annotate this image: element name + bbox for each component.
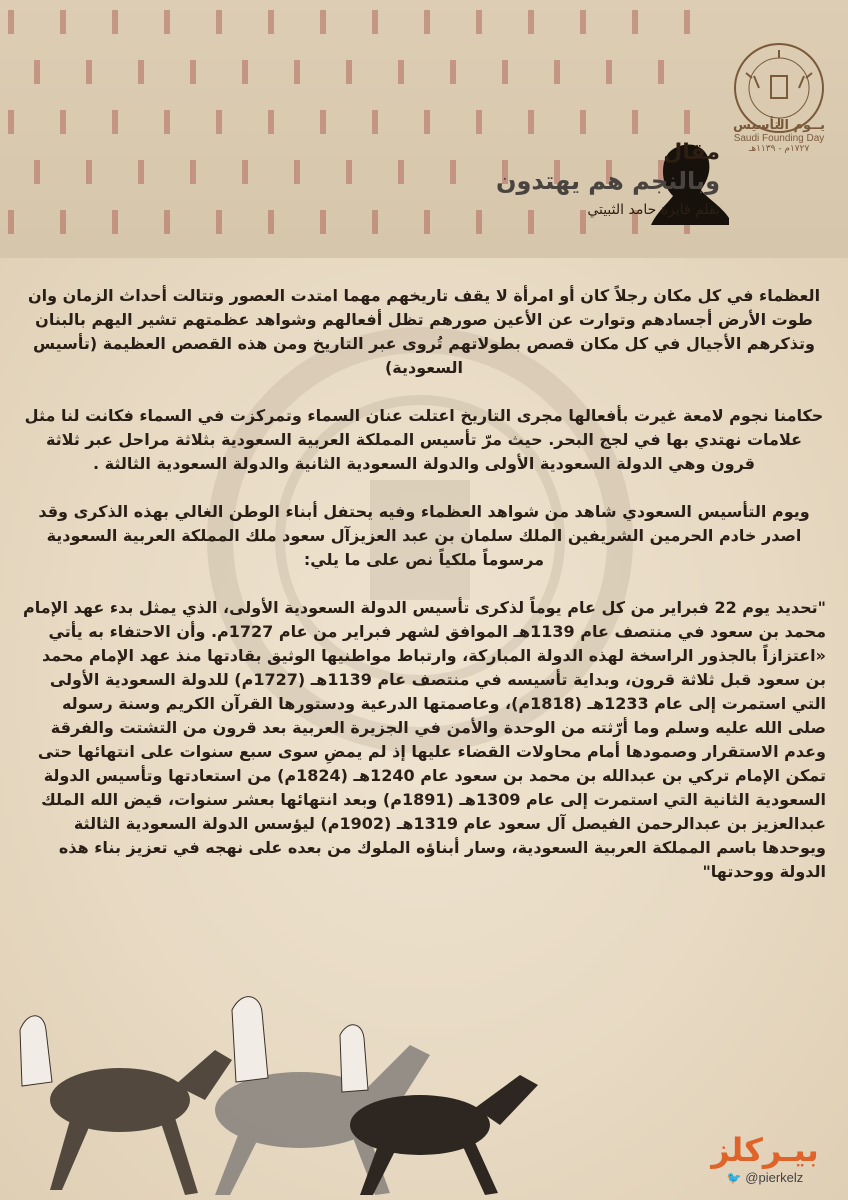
pattern-mark [554, 60, 560, 84]
article-title-block [496, 140, 720, 222]
pattern-mark [8, 110, 14, 134]
pattern-mark [242, 60, 248, 84]
pattern-mark [346, 60, 352, 84]
brand-logo: بيـركلز [711, 1131, 819, 1169]
pattern-mark [606, 60, 612, 84]
pattern-mark [86, 160, 92, 184]
pattern-mark [398, 160, 404, 184]
pattern-mark [190, 160, 196, 184]
pattern-mark [476, 210, 482, 234]
emblem-caption [724, 118, 834, 154]
pattern-mark [320, 110, 326, 134]
pattern-mark [320, 10, 326, 34]
pattern-mark [528, 10, 534, 34]
pattern-mark [216, 10, 222, 34]
pattern-mark [632, 10, 638, 34]
pattern-mark [398, 60, 404, 84]
pattern-mark [424, 110, 430, 134]
horse-riders-illustration [0, 990, 560, 1200]
pattern-mark [34, 60, 40, 84]
twitter-handle-text: @pierkelz [745, 1170, 804, 1185]
pattern-mark [580, 110, 586, 134]
pattern-mark [346, 160, 352, 184]
pattern-mark [164, 210, 170, 234]
pattern-mark [216, 210, 222, 234]
article-byline: بقلم فايزة حامد الثبيتي [587, 202, 720, 218]
emblem-arabic-title: يــوم التأسيس [733, 118, 825, 133]
twitter-bird-icon: 🐦 [726, 1171, 742, 1185]
pattern-mark [476, 110, 482, 134]
pattern-mark [138, 60, 144, 84]
pattern-mark [138, 160, 144, 184]
emblem-dates: ١٧٢٧م - ١١٣٩هـ [748, 144, 810, 154]
brand-block [700, 1132, 830, 1185]
pattern-mark [112, 110, 118, 134]
pattern-mark [34, 160, 40, 184]
pattern-mark [658, 60, 664, 84]
pattern-mark [424, 10, 430, 34]
pattern-mark [372, 110, 378, 134]
article-paragraph: ويوم التأسيس السعودي شاهد من شواهد العظماء وفيه يحتفل أبناء الوطن الغالي بهذه الذكرى وقد اصدر خادم الحرمين الشريفين الملك سلمان بن عبد العزيزآل سعود ملك المملكة العربية السعودية مرسوماً ملكياً نص على ما يلي: [38, 502, 810, 569]
pattern-mark [190, 60, 196, 84]
pattern-mark [502, 60, 508, 84]
pattern-mark [60, 10, 66, 34]
pattern-mark [60, 210, 66, 234]
pattern-mark [268, 10, 274, 34]
pattern-mark [268, 110, 274, 134]
pattern-mark [632, 110, 638, 134]
pattern-mark [684, 10, 690, 34]
pattern-mark [372, 10, 378, 34]
pattern-mark [242, 160, 248, 184]
pattern-mark [372, 210, 378, 234]
pattern-mark [294, 60, 300, 84]
pattern-mark [528, 110, 534, 134]
pattern-mark [268, 210, 274, 234]
article-paragraph: حكامنا نجوم لامعة غيرت بأفعالها مجرى التاريخ اعتلت عنان السماء وتمركزت في السماء فكانت لنا مثل علامات نهتدي بها في لجج البحر. حيث مرّ تأسيس المملكة العربية السعودية بثلاثة مراحل عبر ثلاثة قرون وهي الدولة السعودية الأولى والدولة السعودية الثانية والدولة السعودية الثالثة . [24, 406, 824, 473]
pattern-mark [450, 60, 456, 84]
emblem-english-title: Saudi Founding Day [733, 133, 825, 144]
article-kicker: مقال [663, 140, 720, 165]
article-paragraph: العظماء في كل مكان رجلاً كان أو امرأة لا يقف تاريخهم مهما امتدت العصور وتتالت أحداث الزمان وان طوت الأرض أجسادهم وتوارت عن الأعين صورهم تظل أفعالهم وشواهد عظمتهم تشير اليهم بالبنان وتذكرهم الأجيال في كل مكان قصص بطولاتهم تُروى عبر التاريخ ومن هذه القصص العظيمة (تأسيس السعودية) [27, 286, 821, 377]
pattern-mark [86, 60, 92, 84]
pattern-mark [450, 160, 456, 184]
pattern-mark [216, 110, 222, 134]
pattern-mark [320, 210, 326, 234]
pattern-mark [580, 10, 586, 34]
pattern-mark [112, 10, 118, 34]
pattern-mark [164, 10, 170, 34]
pattern-mark [424, 210, 430, 234]
royal-decree-quote: "تحديد يوم 22 فبراير من كل عام يوماً لذكرى تأسيس الدولة السعودية الأولى، الذي يمثل بدء عهد الإمام محمد بن سعود في منتصف عام 1139هـ الموافق لشهر فبراير من عام 1727م. وأن الاحتفاء به يأتي «اعتزازاً بالجذور الراسخة لهذه الدولة المباركة، وارتباط مواطنيها الوثيق بقادتها منذ عهد الإمام محمد بن سعود قبل ثلاثة قرون، وبداية تأسيسه في منتصف عام 1139هـ (1727م) للدولة السعودية الأولى التي استمرت إلى عام 1233هـ (1818م)، وعاصمتها الدرعية ودستورها القرآن الكريم وسنة رسوله صلى الله عليه وسلم وما أرّثته من الوحدة والأمن في الجزيرة العربية بعد قرون من التشتت والفرقة وعدم الاستقرار وصمودها أمام محاولات القضاء عليها إذ لم يمضِ سوى سبع سنوات على انتهائها حتى تمكن الإمام تركي بن عبدالله بن محمد بن سعود عام 1240هـ (1824م) من استعادتها وتأسيس الدولة السعودية الثانية التي استمرت إلى عام 1309هـ (1891م) وبعد انتهائها بعشر سنوات، قيض الله الملك عبدالعزيز بن عبدالرحمن الفيصل آل سعود عام 1319هـ (1902م) ليؤسس الدولة السعودية الثالثة ويوحدها باسم المملكة العربية السعودية، وسار أبناؤه الملوك من بعده على نهجه في تعزيز بناء هذه الدولة ووحدتها" [23, 598, 826, 881]
twitter-handle[interactable] [700, 1170, 830, 1185]
pattern-mark [164, 110, 170, 134]
pattern-mark [8, 210, 14, 234]
article-body [22, 284, 826, 884]
article-headline: وبالنجم هم يهتدون [496, 167, 720, 195]
pattern-mark [294, 160, 300, 184]
pattern-mark [60, 110, 66, 134]
pattern-mark [684, 110, 690, 134]
pattern-mark [112, 210, 118, 234]
pattern-mark [476, 10, 482, 34]
pattern-mark [8, 10, 14, 34]
